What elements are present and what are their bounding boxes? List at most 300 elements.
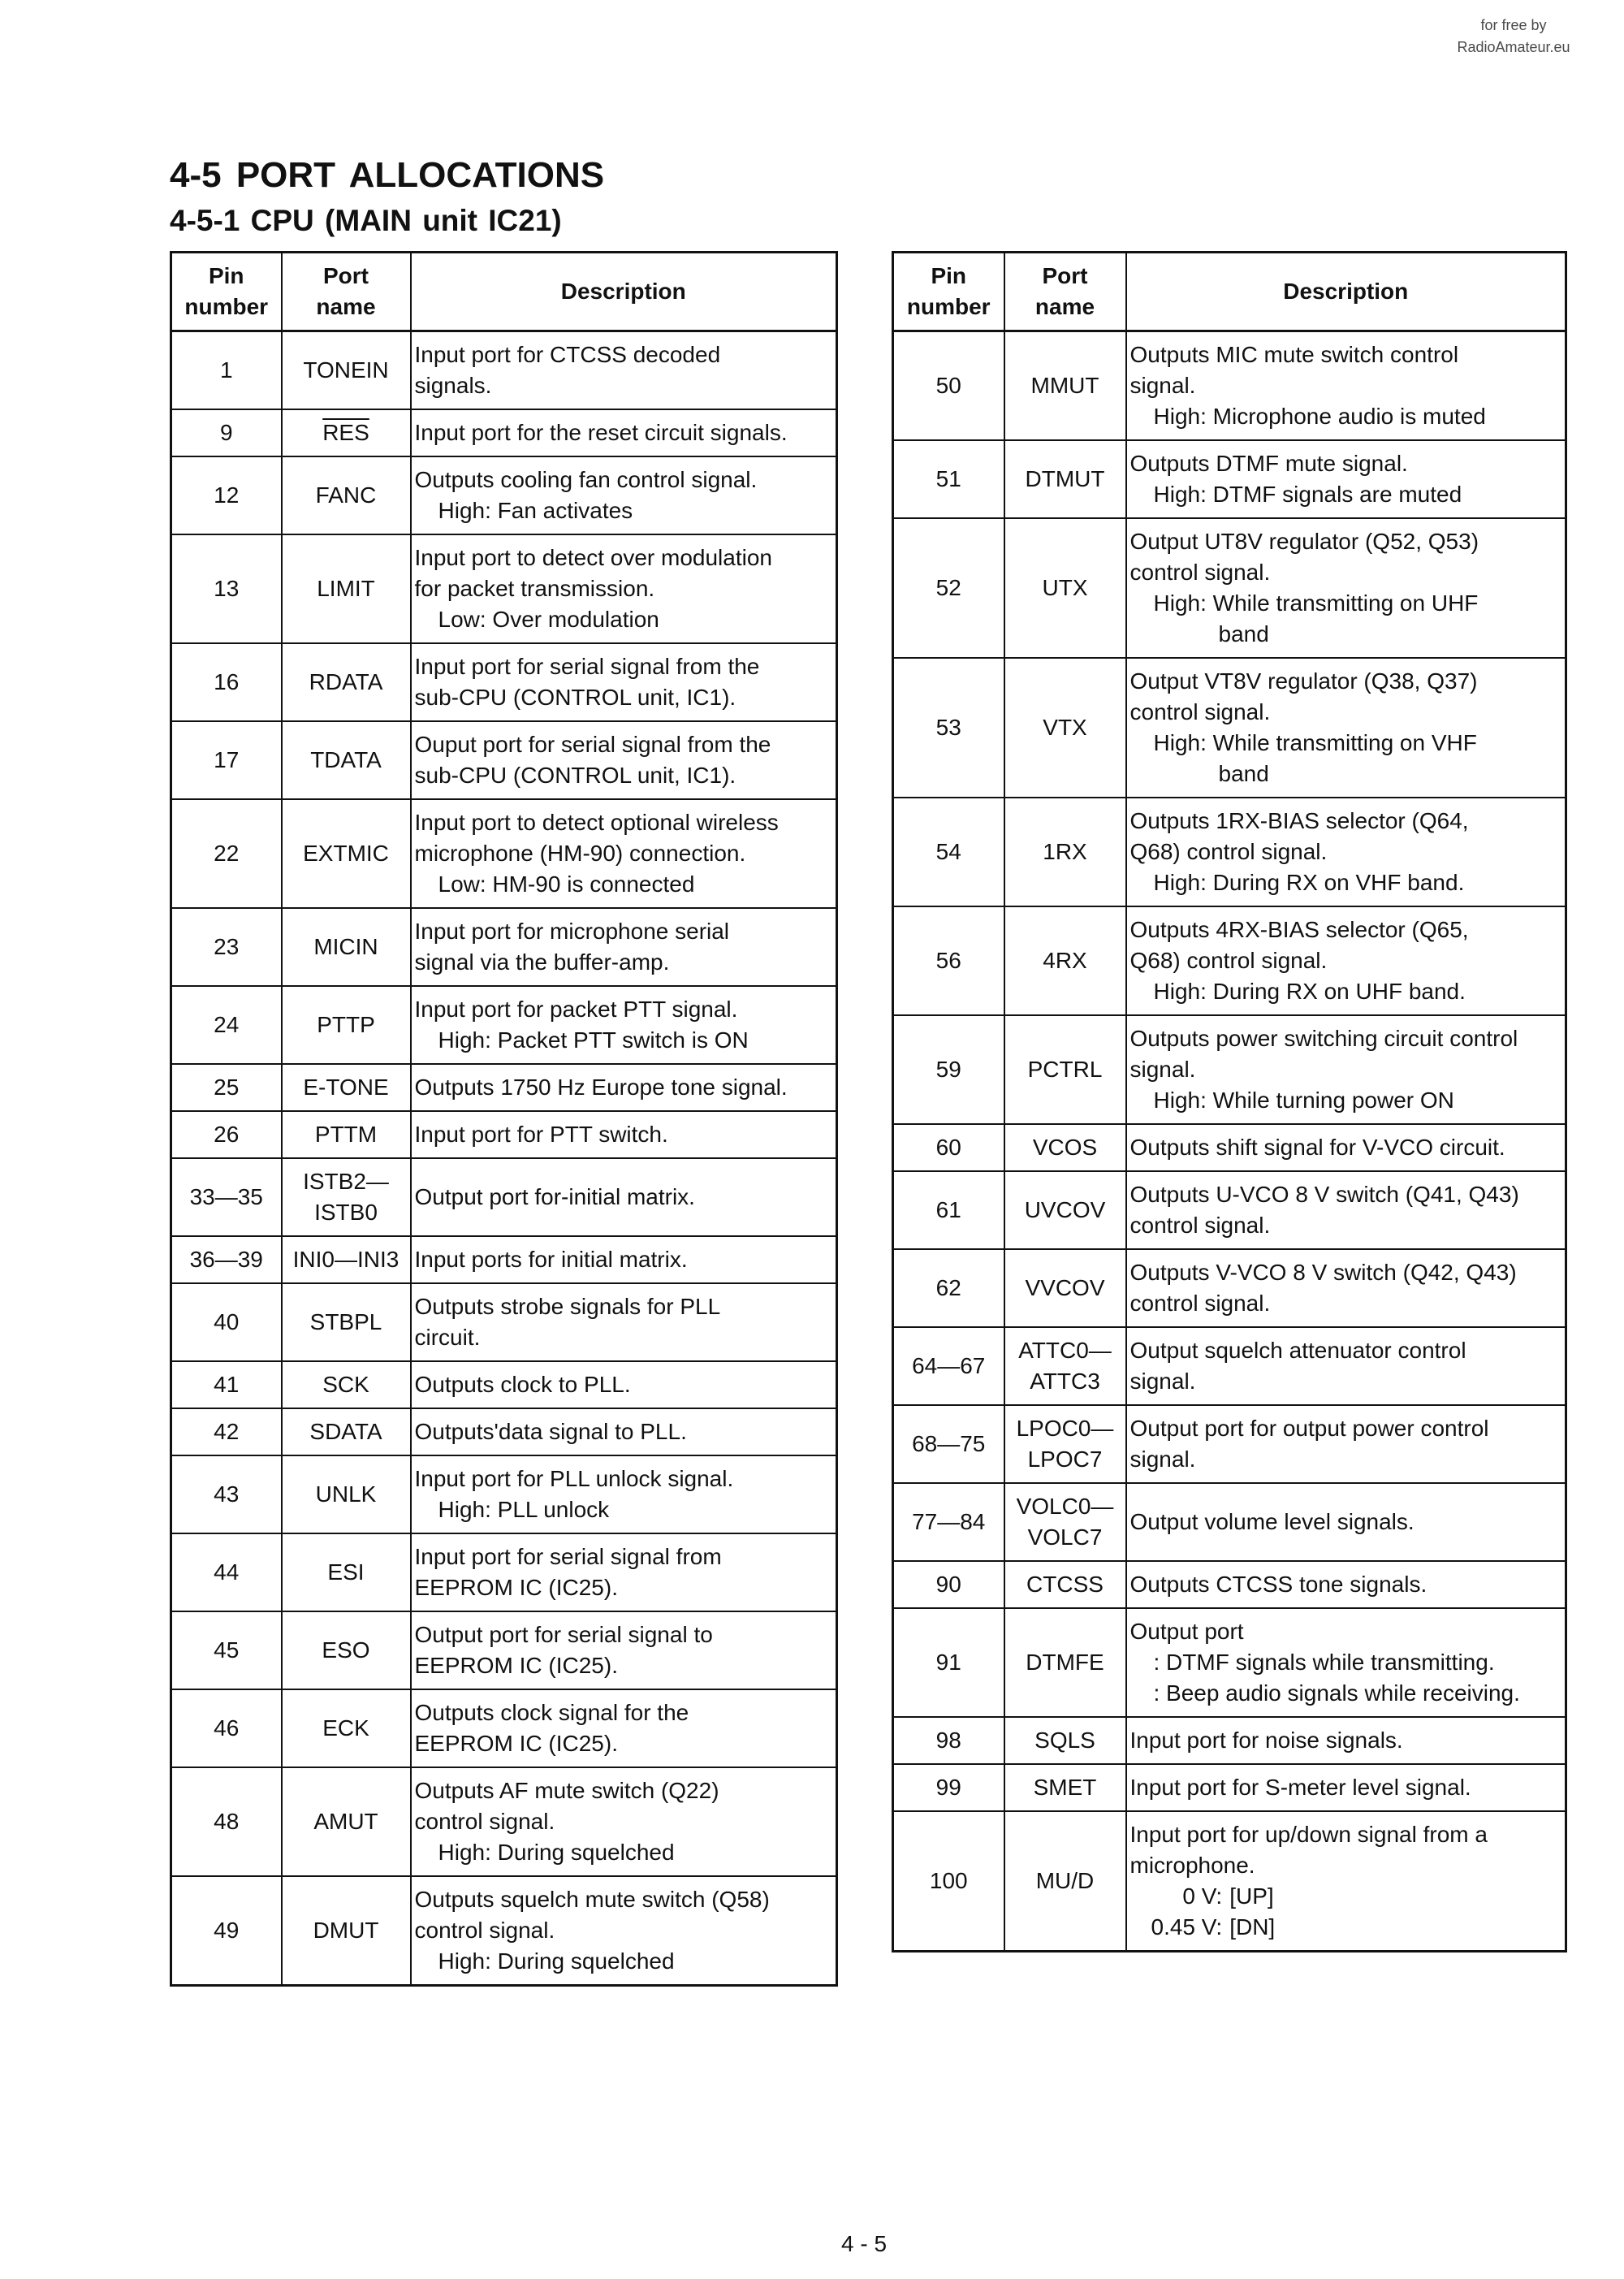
port-name: SQLS <box>1034 1728 1095 1753</box>
table-header-row <box>171 253 837 331</box>
description-line: Input port for up/down signal from a <box>1129 1822 1488 1847</box>
description-note: High: During squelched <box>438 1840 675 1865</box>
port-name: 4RX <box>1043 948 1087 973</box>
description-note: High: While transmitting on UHF <box>1153 590 1479 616</box>
table-row <box>893 1811 1566 1952</box>
pin-cell: 45 <box>171 1611 282 1689</box>
port-name-cell <box>282 1767 411 1876</box>
description-line: for packet transmission. <box>414 576 655 601</box>
description-line: Output port for-initial matrix. <box>414 1184 695 1209</box>
level-value: [DN] <box>1229 1914 1276 1940</box>
description-line: Input ports for initial matrix. <box>414 1247 688 1272</box>
description-cell <box>1126 1405 1566 1483</box>
description-cell <box>411 986 837 1064</box>
port-name-cell <box>282 721 411 799</box>
port-name: PTTM <box>314 1122 378 1147</box>
port-name: MICIN <box>313 934 378 959</box>
description-cell <box>1126 1561 1566 1608</box>
table-row <box>171 409 837 456</box>
description-line: Outputs strobe signals for PLL <box>414 1294 721 1319</box>
page-number: 4 - 5 <box>841 2231 888 2256</box>
description-cell <box>411 1283 837 1361</box>
description-note: High: While turning power ON <box>1153 1088 1454 1113</box>
pin-cell: 61 <box>893 1171 1004 1249</box>
description-line: Input port for serial signal from <box>414 1544 722 1569</box>
description-cell <box>1126 1171 1566 1249</box>
description-cell <box>411 643 837 721</box>
description-cell <box>1126 1811 1566 1952</box>
description-line: signal. <box>1129 1057 1196 1082</box>
description-line: Input port to detect optional wireless <box>414 810 779 835</box>
port-name-cell <box>1004 1249 1126 1327</box>
port-name-cell <box>1004 1124 1126 1171</box>
subsection-title: 4-5-1 CPU (MAIN unit IC21) <box>170 204 562 237</box>
pin-cell: 22 <box>171 799 282 908</box>
header-line: Port <box>323 263 369 288</box>
description-line: Outputs cooling fan control signal. <box>414 467 758 492</box>
description-line: Input port for microphone serial <box>414 919 730 944</box>
pin-cell: 36—39 <box>171 1236 282 1283</box>
port-name: DMUT <box>313 1918 379 1943</box>
header-line: number <box>184 294 269 319</box>
port-name: RDATA <box>309 669 383 694</box>
pin-cell: 59 <box>893 1015 1004 1124</box>
description-line: Input port for serial signal from the <box>414 654 760 679</box>
description-cell <box>1126 906 1566 1015</box>
port-name: DTMFE <box>1026 1650 1104 1675</box>
table-row <box>171 1111 837 1158</box>
port-name: 1RX <box>1043 839 1087 864</box>
pin-cell: 60 <box>893 1124 1004 1171</box>
pin-cell: 46 <box>171 1689 282 1767</box>
pin-cell: 42 <box>171 1408 282 1455</box>
port-name: UVCOV <box>1024 1197 1106 1222</box>
pin-cell: 43 <box>171 1455 282 1533</box>
pin-cell: 16 <box>171 643 282 721</box>
table-row <box>171 799 837 908</box>
port-name: ISTB0 <box>314 1200 378 1225</box>
table-row <box>171 1767 837 1876</box>
description-line: Outputs MIC mute switch control <box>1129 342 1459 367</box>
description-line: Q68) control signal. <box>1129 839 1328 864</box>
pin-cell: 64—67 <box>893 1327 1004 1405</box>
table-row <box>171 986 837 1064</box>
table-row <box>893 798 1566 906</box>
description-note: band <box>1218 761 1269 786</box>
description-cell <box>1126 1717 1566 1764</box>
port-name: MMUT <box>1030 373 1099 398</box>
pin-cell: 90 <box>893 1561 1004 1608</box>
port-name: E-TONE <box>303 1075 389 1100</box>
port-name-cell <box>282 1111 411 1158</box>
port-name: ATTC0— <box>1018 1338 1112 1363</box>
port-name-cell <box>282 1455 411 1533</box>
description-cell <box>411 1111 837 1158</box>
port-name: VTX <box>1043 715 1087 740</box>
pin-cell: 44 <box>171 1533 282 1611</box>
table-row <box>893 440 1566 518</box>
description-cell <box>1126 1124 1566 1171</box>
description-line: Output squelch attenuator control <box>1129 1338 1466 1363</box>
port-name-cell <box>1004 331 1126 441</box>
table-row <box>893 518 1566 658</box>
description-line: microphone. <box>1129 1853 1255 1878</box>
pin-cell: 12 <box>171 456 282 534</box>
table-row <box>893 1015 1566 1124</box>
header-line: name <box>1034 294 1095 319</box>
description-line: Output port for output power control <box>1129 1416 1489 1441</box>
watermark-line: RadioAmateur.eu <box>1457 39 1570 55</box>
watermark-line: for free by <box>1480 17 1547 33</box>
description-cell <box>1126 518 1566 658</box>
table-row <box>171 1455 837 1533</box>
pin-cell: 41 <box>171 1361 282 1408</box>
port-name-cell <box>282 1236 411 1283</box>
description-line: control signal. <box>1129 699 1271 724</box>
port-name-cell <box>1004 518 1126 658</box>
port-name: FANC <box>315 482 377 508</box>
description-cell <box>1126 1015 1566 1124</box>
pin-cell: 17 <box>171 721 282 799</box>
description-line: signal. <box>1129 1447 1196 1472</box>
description-line: circuit. <box>414 1325 481 1350</box>
port-name: SMET <box>1033 1775 1097 1800</box>
pin-cell: 56 <box>893 906 1004 1015</box>
table-row <box>893 658 1566 798</box>
port-name: LPOC0— <box>1016 1416 1114 1441</box>
header-line: number <box>906 294 991 319</box>
description-cell <box>1126 1249 1566 1327</box>
table-row <box>893 1124 1566 1171</box>
column-header-port <box>282 253 411 331</box>
description-line: Output UT8V regulator (Q52, Q53) <box>1129 529 1479 554</box>
table-header-row <box>893 253 1566 331</box>
table-row <box>171 1533 837 1611</box>
table-row <box>171 534 837 643</box>
pin-cell: 25 <box>171 1064 282 1111</box>
table-row <box>171 1064 837 1111</box>
pin-cell: 68—75 <box>893 1405 1004 1483</box>
level-label: 0 V: <box>1182 1883 1223 1909</box>
port-table-left <box>170 251 838 1987</box>
description-cell <box>411 1455 837 1533</box>
port-name-cell <box>282 456 411 534</box>
description-line: control signal. <box>1129 1213 1271 1238</box>
level-label: 0.45 V: <box>1151 1914 1223 1940</box>
description-line: Outputs clock signal for the <box>414 1700 689 1725</box>
table-row <box>893 1483 1566 1561</box>
column-header-port <box>1004 253 1126 331</box>
description-line: signals. <box>414 373 492 398</box>
port-name: ESI <box>327 1559 365 1585</box>
description-line: Outputs V-VCO 8 V switch (Q42, Q43) <box>1129 1260 1517 1285</box>
table-row <box>171 1876 837 1986</box>
description-line: Input port for S-meter level signal. <box>1129 1775 1471 1800</box>
table-row <box>171 1361 837 1408</box>
table-row <box>171 721 837 799</box>
port-name: VVCOV <box>1025 1275 1105 1300</box>
table-row <box>171 1158 837 1236</box>
port-name-cell <box>1004 1015 1126 1124</box>
port-name-cell <box>282 643 411 721</box>
description-line: Outputs power switching circuit control <box>1129 1026 1518 1051</box>
description-note: Low: HM-90 is connected <box>438 871 695 897</box>
port-name: SCK <box>322 1372 369 1397</box>
port-name-cell <box>282 1361 411 1408</box>
table-row <box>171 456 837 534</box>
port-name-cell <box>1004 1561 1126 1608</box>
description-cell <box>411 1689 837 1767</box>
table-row <box>171 643 837 721</box>
port-name-cell <box>1004 1405 1126 1483</box>
pin-cell: 23 <box>171 908 282 986</box>
description-note: High: Microphone audio is muted <box>1153 404 1486 429</box>
port-name-cell <box>1004 906 1126 1015</box>
description-line: Input port for noise signals. <box>1129 1728 1403 1753</box>
description-cell <box>411 1361 837 1408</box>
level-value: [UP] <box>1229 1883 1274 1909</box>
port-name: LPOC7 <box>1027 1447 1103 1472</box>
description-note: High: While transmitting on VHF <box>1153 730 1477 755</box>
description-line: Input port for PTT switch. <box>414 1122 668 1147</box>
description-cell <box>1126 658 1566 798</box>
header-line: Pin <box>931 263 967 288</box>
table-row <box>171 1236 837 1283</box>
pin-cell: 52 <box>893 518 1004 658</box>
description-cell <box>1126 1327 1566 1405</box>
description-line: control signal. <box>414 1809 555 1834</box>
description-line: control signal. <box>1129 560 1271 585</box>
port-name: UNLK <box>315 1481 377 1507</box>
table-row <box>893 1405 1566 1483</box>
description-cell <box>411 1158 837 1236</box>
table-row <box>171 1408 837 1455</box>
header-line: Pin <box>208 263 244 288</box>
description-line: Input port for CTCSS decoded <box>414 342 721 367</box>
port-name: TDATA <box>310 747 382 772</box>
description-note: High: PLL unlock <box>438 1497 610 1522</box>
description-cell <box>411 409 837 456</box>
port-name-cell <box>282 986 411 1064</box>
description-cell <box>1126 1764 1566 1811</box>
pin-cell: 13 <box>171 534 282 643</box>
description-line: EEPROM IC (IC25). <box>414 1731 618 1756</box>
description-note: High: Fan activates <box>438 498 633 523</box>
description-line: Outputs U-VCO 8 V switch (Q41, Q43) <box>1129 1182 1519 1207</box>
description-cell <box>411 1236 837 1283</box>
port-name-cell <box>282 409 411 456</box>
port-name-cell <box>1004 658 1126 798</box>
description-cell <box>1126 331 1566 441</box>
description-line: Outputs AF mute switch (Q22) <box>414 1778 719 1803</box>
description-cell <box>411 1533 837 1611</box>
description-line: sub-CPU (CONTROL unit, IC1). <box>414 685 736 710</box>
pin-cell: 1 <box>171 331 282 410</box>
port-name: $\overline{RES}$ <box>322 420 369 445</box>
port-name-cell <box>1004 1764 1126 1811</box>
description-line: sub-CPU (CONTROL unit, IC1). <box>414 763 736 788</box>
pin-cell: 51 <box>893 440 1004 518</box>
description-cell <box>411 1064 837 1111</box>
description-line: EEPROM IC (IC25). <box>414 1653 618 1678</box>
pin-cell: 26 <box>171 1111 282 1158</box>
port-name: ECK <box>322 1715 369 1741</box>
port-name-cell <box>282 799 411 908</box>
description-cell <box>411 1611 837 1689</box>
port-name-cell <box>282 1283 411 1361</box>
port-name: UTX <box>1042 575 1088 600</box>
description-line: Q68) control signal. <box>1129 948 1328 973</box>
description-cell <box>411 721 837 799</box>
port-name: MU/D <box>1035 1868 1095 1893</box>
description-cell <box>1126 1608 1566 1717</box>
port-name-cell <box>1004 1171 1126 1249</box>
description-cell <box>411 908 837 986</box>
description-cell <box>1126 1483 1566 1561</box>
table-row <box>171 1283 837 1361</box>
port-name-cell <box>282 1408 411 1455</box>
port-name-cell <box>282 1533 411 1611</box>
description-line: Outputs 1RX-BIAS selector (Q64, <box>1129 808 1469 833</box>
table-row <box>171 1611 837 1689</box>
description-line: Outputs'data signal to PLL. <box>414 1419 687 1444</box>
pin-cell: 48 <box>171 1767 282 1876</box>
description-note: : Beep audio signals while receiving. <box>1153 1680 1520 1706</box>
column-header-description: Description <box>1126 253 1566 331</box>
description-line: microphone (HM-90) connection. <box>414 841 746 866</box>
header-line: name <box>316 294 376 319</box>
description-line: Outputs DTMF mute signal. <box>1129 451 1408 476</box>
pin-cell: 53 <box>893 658 1004 798</box>
description-line: Outputs CTCSS tone signals. <box>1129 1572 1427 1597</box>
pin-cell: 33—35 <box>171 1158 282 1236</box>
pin-cell: 54 <box>893 798 1004 906</box>
pin-cell: 24 <box>171 986 282 1064</box>
table-row <box>893 1561 1566 1608</box>
port-name-cell <box>1004 1811 1126 1952</box>
description-note: High: During squelched <box>438 1948 675 1974</box>
port-name: VCOS <box>1032 1135 1098 1160</box>
description-cell <box>411 456 837 534</box>
port-name-cell <box>1004 1483 1126 1561</box>
description-line: Input port to detect over modulation <box>414 545 772 570</box>
port-name-cell <box>282 1064 411 1111</box>
column-header-description: Description <box>411 253 837 331</box>
port-name: STBPL <box>309 1309 382 1334</box>
description-line: control signal. <box>414 1918 555 1943</box>
description-line: EEPROM IC (IC25). <box>414 1575 618 1600</box>
pin-cell: 91 <box>893 1608 1004 1717</box>
port-name: ATTC3 <box>1030 1369 1100 1394</box>
pin-cell: 62 <box>893 1249 1004 1327</box>
description-line: Outputs squelch mute switch (Q58) <box>414 1887 770 1912</box>
pin-cell: 77—84 <box>893 1483 1004 1561</box>
port-name-cell <box>1004 440 1126 518</box>
description-note: High: Packet PTT switch is ON <box>438 1027 749 1053</box>
description-line: Ouput port for serial signal from the <box>414 732 771 757</box>
table-row <box>893 1327 1566 1405</box>
table-row <box>893 906 1566 1015</box>
watermark <box>1432 15 1595 58</box>
port-table-right <box>892 251 1567 1953</box>
header-line: Port <box>1042 263 1088 288</box>
pin-cell: 99 <box>893 1764 1004 1811</box>
description-line: signal via the buffer-amp. <box>414 949 670 975</box>
description-cell <box>1126 798 1566 906</box>
column-header-pin <box>893 253 1004 331</box>
table-row <box>171 908 837 986</box>
description-line: Output port for serial signal to <box>414 1622 713 1647</box>
pin-cell: 98 <box>893 1717 1004 1764</box>
description-line: Input port for packet PTT signal. <box>414 997 738 1022</box>
description-cell <box>1126 440 1566 518</box>
port-name: TONEIN <box>303 357 389 383</box>
description-note: band <box>1218 621 1269 647</box>
table-row <box>171 331 837 410</box>
description-cell <box>411 331 837 410</box>
table-row <box>893 1717 1566 1764</box>
port-name: CTCSS <box>1026 1572 1104 1597</box>
table-row <box>893 1171 1566 1249</box>
port-name-cell <box>282 1876 411 1986</box>
table-row <box>893 331 1566 441</box>
port-name: LIMIT <box>317 576 375 601</box>
description-line: Output port <box>1129 1619 1244 1644</box>
description-note: High: During RX on UHF band. <box>1153 979 1466 1004</box>
port-name: SDATA <box>309 1419 382 1444</box>
pin-cell: 9 <box>171 409 282 456</box>
port-name-cell <box>1004 1717 1126 1764</box>
description-line: Outputs shift signal for V-VCO circuit. <box>1129 1135 1505 1160</box>
description-line: Output volume level signals. <box>1129 1509 1415 1534</box>
port-name-cell <box>1004 798 1126 906</box>
port-name-cell <box>282 1611 411 1689</box>
port-name: VOLC7 <box>1027 1524 1103 1550</box>
port-name: PTTP <box>317 1012 375 1037</box>
column-header-pin <box>171 253 282 331</box>
description-line: Output VT8V regulator (Q38, Q37) <box>1129 668 1478 694</box>
description-note: High: During RX on VHF band. <box>1153 870 1465 895</box>
port-name-cell <box>282 534 411 643</box>
section-title: 4-5 PORT ALLOCATIONS <box>170 155 605 195</box>
port-name-cell <box>282 331 411 410</box>
port-name-cell <box>1004 1608 1126 1717</box>
description-cell <box>411 1876 837 1986</box>
pin-cell: 40 <box>171 1283 282 1361</box>
description-line: control signal. <box>1129 1291 1271 1316</box>
description-line: Outputs 1750 Hz Europe tone signal. <box>414 1075 788 1100</box>
port-name-cell <box>282 908 411 986</box>
pin-cell: 100 <box>893 1811 1004 1952</box>
port-name: PCTRL <box>1027 1057 1103 1082</box>
description-cell <box>411 1767 837 1876</box>
table-row <box>893 1608 1566 1717</box>
description-cell <box>411 1408 837 1455</box>
description-note: : DTMF signals while transmitting. <box>1153 1650 1495 1675</box>
description-line: Input port for the reset circuit signals. <box>414 420 788 445</box>
pin-cell: 50 <box>893 331 1004 441</box>
description-line: Outputs 4RX-BIAS selector (Q65, <box>1129 917 1469 942</box>
port-name: ISTB2— <box>303 1169 389 1194</box>
description-line: signal. <box>1129 1369 1196 1394</box>
port-name: DTMUT <box>1025 466 1105 491</box>
port-name-cell <box>1004 1327 1126 1405</box>
pin-cell: 49 <box>171 1876 282 1986</box>
port-name: AMUT <box>313 1809 378 1834</box>
table-row <box>171 1689 837 1767</box>
port-name: VOLC0— <box>1016 1494 1114 1519</box>
description-line: Input port for PLL unlock signal. <box>414 1466 734 1491</box>
